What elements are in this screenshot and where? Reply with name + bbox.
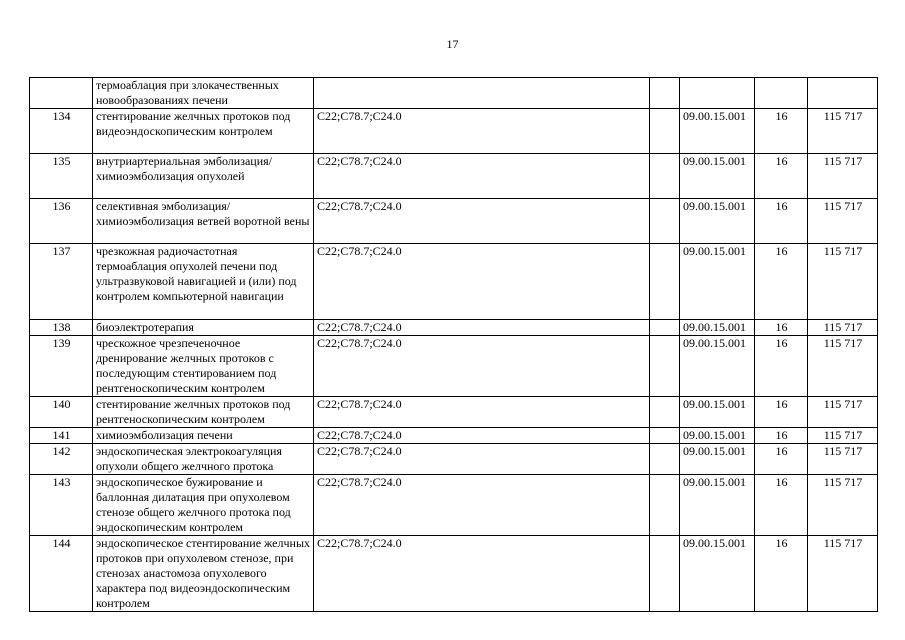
price-cell: [808, 78, 878, 109]
price-cell: 115 717: [808, 320, 878, 336]
method-code-cell: 09.00.15.001: [680, 444, 755, 475]
procedure-name-cell: эндоскопическое стентирование желчных протоков при опухолевом стенозе, при стенозах анастомоза опухолевого характера под видеоэндоскопическим контролем: [93, 536, 314, 612]
table-body: [30, 78, 878, 612]
empty-cell: [650, 336, 680, 397]
price-cell: 115 717: [808, 244, 878, 320]
row-number-cell: 141: [30, 428, 93, 444]
group-cell: [755, 78, 808, 109]
group-cell: 16: [755, 444, 808, 475]
diagnosis-codes-cell: C22;C78.7;C24.0: [314, 536, 650, 612]
empty-cell: [650, 320, 680, 336]
procedure-name-cell: внутриартериальная эмболизация/химиоэмболизация опухолей: [93, 154, 314, 199]
diagnosis-codes-cell: C22;C78.7;C24.0: [314, 109, 650, 154]
diagnosis-codes-cell: C22;C78.7;C24.0: [314, 397, 650, 428]
diagnosis-codes-cell: C22;C78.7;C24.0: [314, 244, 650, 320]
row-number-cell: 138: [30, 320, 93, 336]
page-number: 17: [446, 37, 459, 51]
procedure-name-cell: чрезкожная радиочастотная термоаблация опухолей печени под ультразвуковой навигацией и (или) под контролем компьютерной навигации: [93, 244, 314, 320]
method-code-cell: 09.00.15.001: [680, 475, 755, 536]
row-number-cell: 134: [30, 109, 93, 154]
price-cell: 115 717: [808, 154, 878, 199]
diagnosis-codes-cell: [314, 78, 650, 109]
group-cell: 16: [755, 154, 808, 199]
empty-cell: [650, 475, 680, 536]
group-cell: 16: [755, 244, 808, 320]
procedure-name-cell: стентирование желчных протоков под видеоэндоскопическим контролем: [93, 109, 314, 154]
document-table: [29, 77, 878, 612]
row-number-cell: 137: [30, 244, 93, 320]
diagnosis-codes-cell: C22;C78.7;C24.0: [314, 444, 650, 475]
procedure-name-cell: эндоскопическое бужирование и баллонная дилатация при опухолевом стенозе общего желчного протока под эндоскопическим контролем: [93, 475, 314, 536]
table-row: [30, 475, 878, 536]
empty-cell: [650, 244, 680, 320]
row-number-cell: 140: [30, 397, 93, 428]
group-cell: 16: [755, 336, 808, 397]
table-row: [30, 444, 878, 475]
procedure-name-cell: химиоэмболизация печени: [93, 428, 314, 444]
price-cell: 115 717: [808, 199, 878, 244]
row-number-cell: 139: [30, 336, 93, 397]
procedure-name-cell: термоаблация при злокачественных новообразованиях печени: [93, 78, 314, 109]
row-number-cell: 144: [30, 536, 93, 612]
diagnosis-codes-cell: C22;C78.7;C24.0: [314, 320, 650, 336]
table-row: [30, 78, 878, 109]
price-cell: 115 717: [808, 536, 878, 612]
method-code-cell: 09.00.15.001: [680, 244, 755, 320]
price-cell: 115 717: [808, 475, 878, 536]
method-code-cell: 09.00.15.001: [680, 199, 755, 244]
diagnosis-codes-cell: C22;C78.7;C24.0: [314, 199, 650, 244]
group-cell: 16: [755, 536, 808, 612]
group-cell: 16: [755, 320, 808, 336]
table-row: [30, 536, 878, 612]
method-code-cell: 09.00.15.001: [680, 536, 755, 612]
group-cell: 16: [755, 475, 808, 536]
diagnosis-codes-cell: C22;C78.7;C24.0: [314, 428, 650, 444]
empty-cell: [650, 428, 680, 444]
method-code-cell: 09.00.15.001: [680, 336, 755, 397]
method-code-cell: 09.00.15.001: [680, 154, 755, 199]
diagnosis-codes-cell: C22;C78.7;C24.0: [314, 475, 650, 536]
row-number-cell: 142: [30, 444, 93, 475]
row-number-cell: [30, 78, 93, 109]
table-row: [30, 154, 878, 199]
method-code-cell: [680, 78, 755, 109]
empty-cell: [650, 199, 680, 244]
price-cell: 115 717: [808, 109, 878, 154]
empty-cell: [650, 78, 680, 109]
empty-cell: [650, 109, 680, 154]
table-row: [30, 428, 878, 444]
row-number-cell: 135: [30, 154, 93, 199]
procedure-name-cell: чрескожное чрезпеченочное дренирование желчных протоков с последующим стентированием под рентгеноскопическим контролем: [93, 336, 314, 397]
empty-cell: [650, 536, 680, 612]
diagnosis-codes-cell: C22;C78.7;C24.0: [314, 154, 650, 199]
price-cell: 115 717: [808, 397, 878, 428]
procedure-name-cell: стентирование желчных протоков под рентгеноскопическим контролем: [93, 397, 314, 428]
method-code-cell: 09.00.15.001: [680, 320, 755, 336]
price-cell: 115 717: [808, 336, 878, 397]
table-row: [30, 109, 878, 154]
group-cell: 16: [755, 199, 808, 244]
table-row: [30, 244, 878, 320]
price-cell: 115 717: [808, 444, 878, 475]
empty-cell: [650, 397, 680, 428]
group-cell: 16: [755, 397, 808, 428]
diagnosis-codes-cell: C22;C78.7;C24.0: [314, 336, 650, 397]
group-cell: 16: [755, 109, 808, 154]
empty-cell: [650, 444, 680, 475]
table-row: [30, 320, 878, 336]
table-row: [30, 199, 878, 244]
method-code-cell: 09.00.15.001: [680, 109, 755, 154]
row-number-cell: 136: [30, 199, 93, 244]
procedure-name-cell: биоэлектротерапия: [93, 320, 314, 336]
group-cell: 16: [755, 428, 808, 444]
procedure-name-cell: селективная эмболизация/химиоэмболизация ветвей воротной вены: [93, 199, 314, 244]
empty-cell: [650, 154, 680, 199]
row-number-cell: 143: [30, 475, 93, 536]
procedure-name-cell: эндоскопическая электрокоагуляция опухоли общего желчного протока: [93, 444, 314, 475]
price-cell: 115 717: [808, 428, 878, 444]
table-row: [30, 336, 878, 397]
table-row: [30, 397, 878, 428]
method-code-cell: 09.00.15.001: [680, 397, 755, 428]
method-code-cell: 09.00.15.001: [680, 428, 755, 444]
